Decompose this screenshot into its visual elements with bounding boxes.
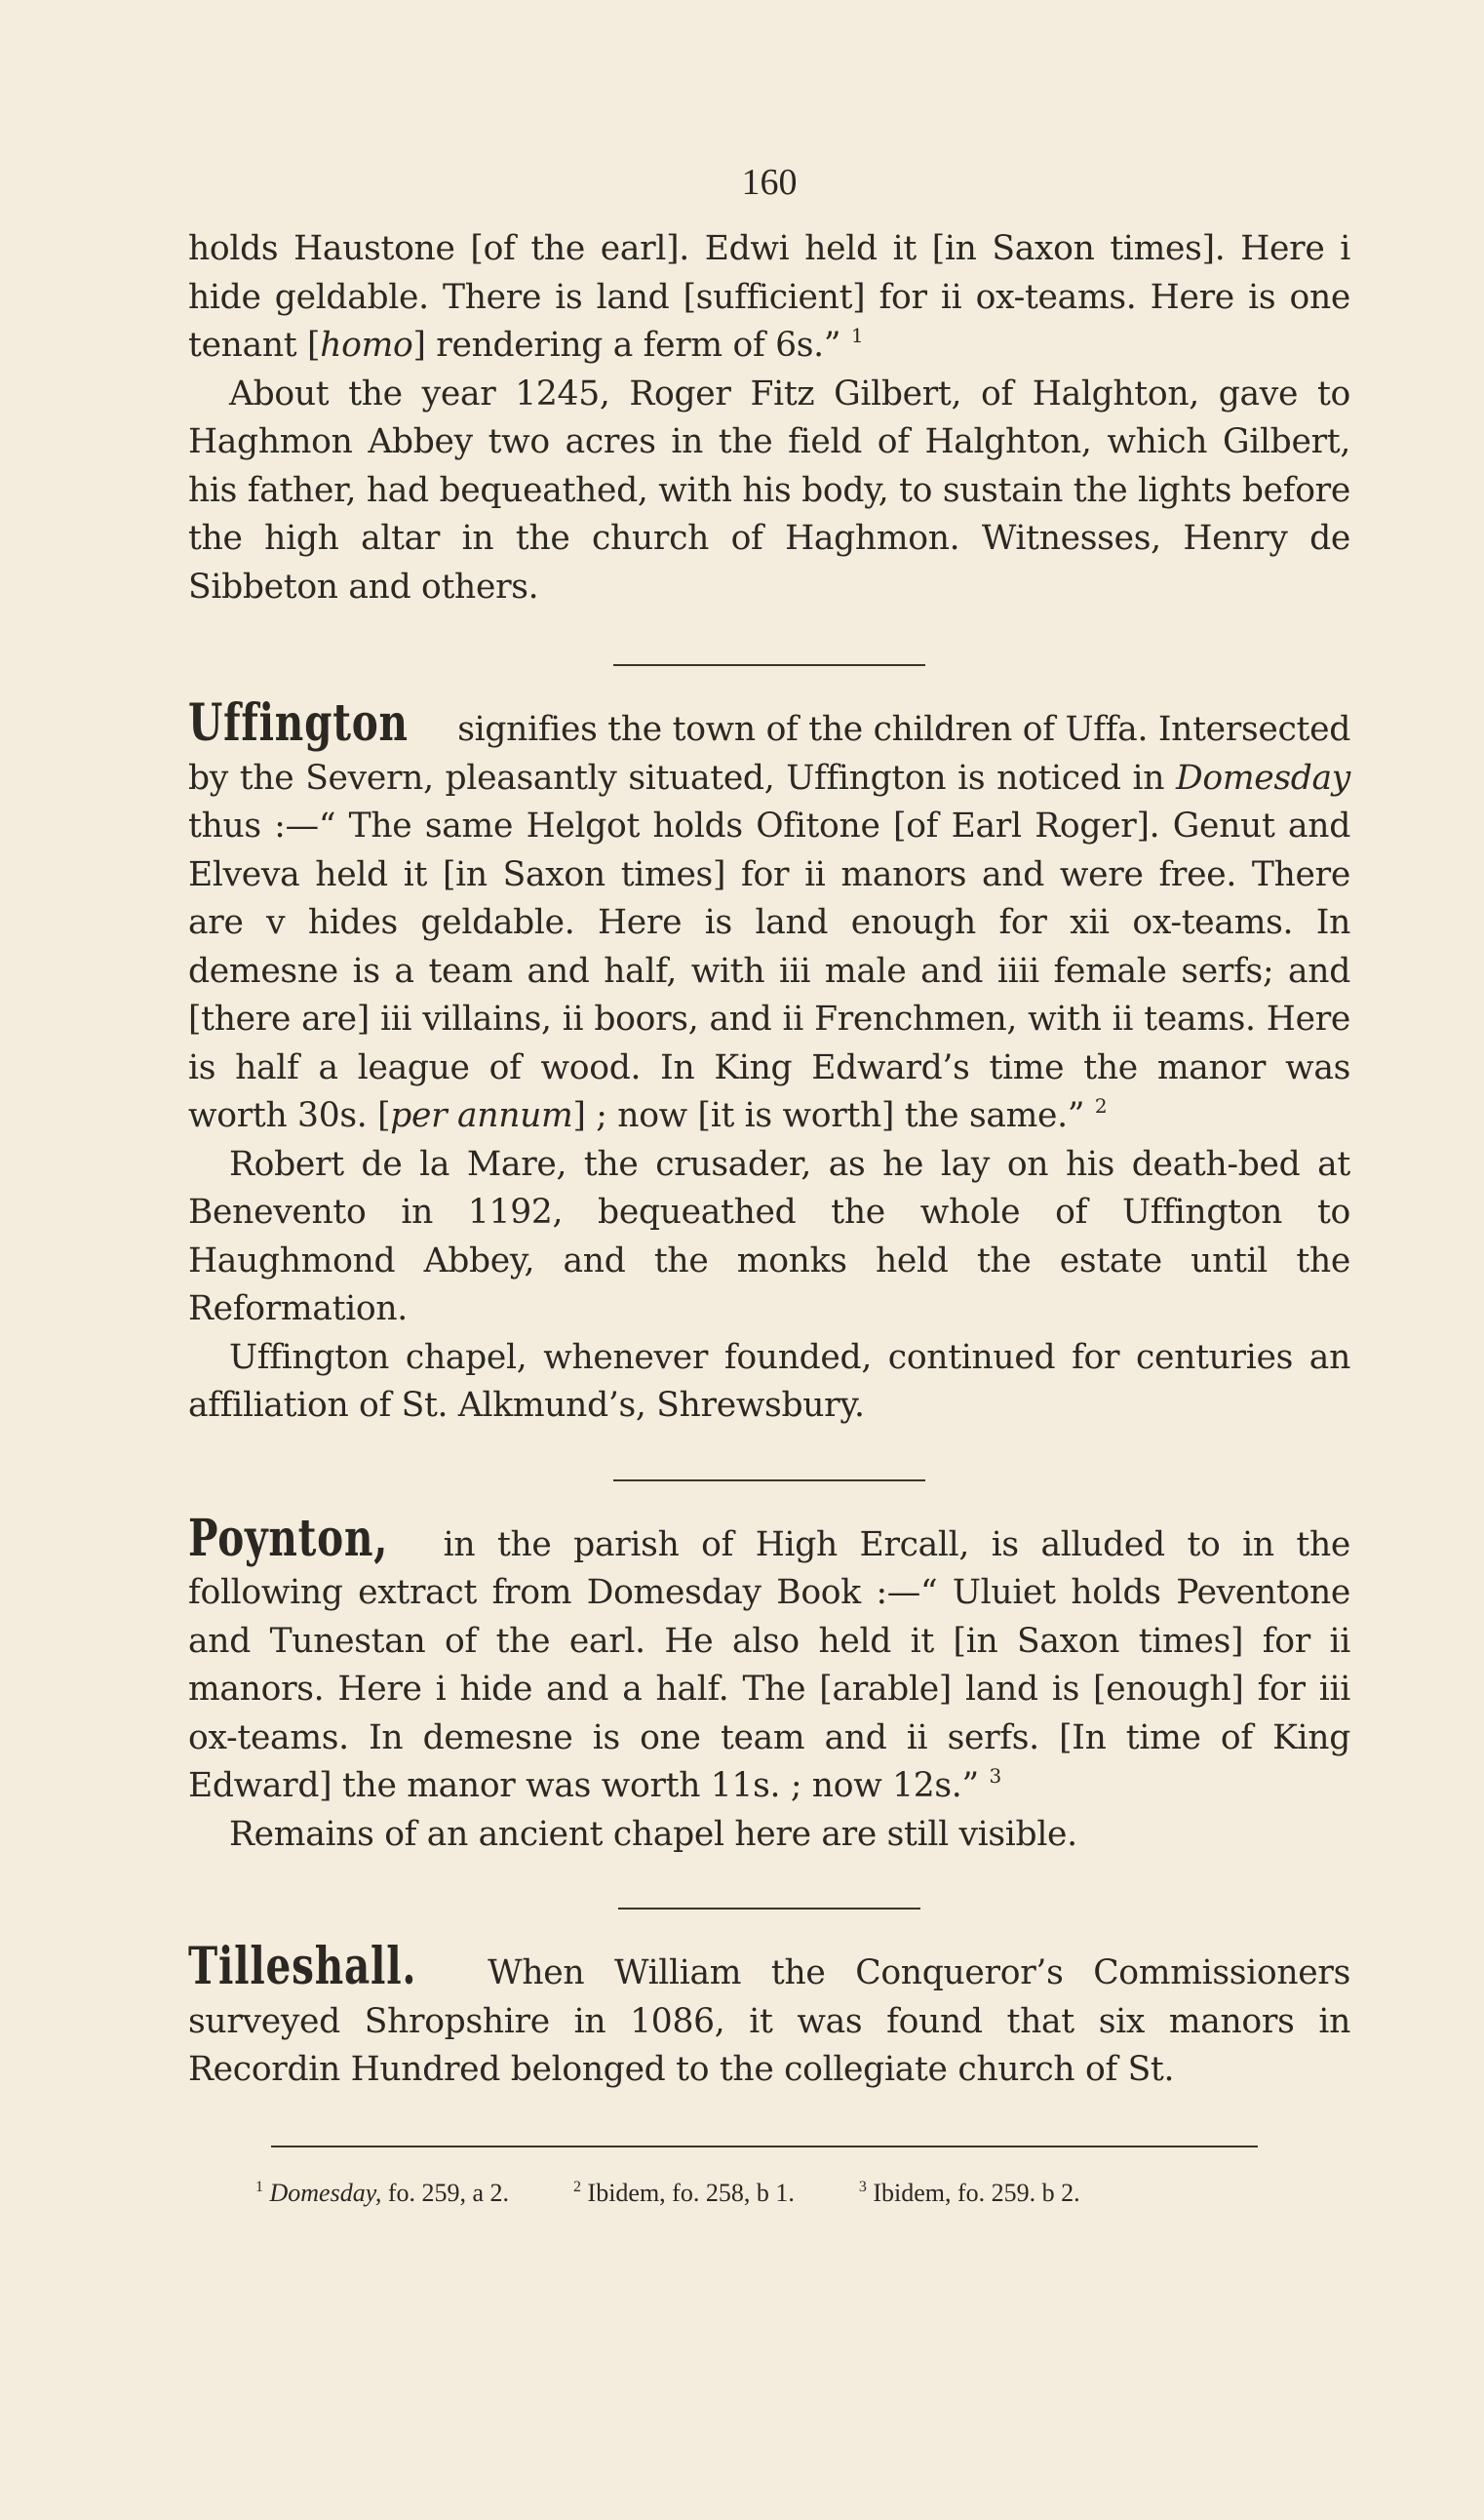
paragraph-haustone (188, 225, 1350, 371)
italic-homo: homo (320, 326, 413, 365)
section-divider (613, 1479, 925, 1481)
italic-per-annum: per annum (390, 1096, 573, 1135)
text-run: When William the Conqueror’s Commissioners surveyed Shropshire in 1086, it was found that six manors in Recordin Hundred belonged to the collegiate church of St. (188, 1953, 1350, 2089)
footnote-number: 1 (255, 2179, 263, 2195)
footnote-text: Ibidem, fo. 259. b 2. (873, 2179, 1080, 2207)
italic-domesday: Domesday (1175, 758, 1350, 798)
page-number: 160 (741, 162, 798, 203)
paragraph-robert-de-la-mare: Robert de la Mare, the crusader, as he lay on his death-bed at Benevento in 1192, bequeathed the whole of Uffington to Haughmond Abbey, and the monks held the estate until the Reformation. (188, 1144, 1350, 1328)
footnote-rule (271, 2146, 1258, 2147)
section-divider (618, 1908, 920, 1910)
footnote-text: Ibidem, fo. 258, b 1. (587, 2179, 795, 2207)
footnote-2 (573, 2179, 795, 2208)
text-run: in the parish of High Ercall, is alluded to in the following extract from Domesday Book :—“ Uluiet holds Peventone and Tunestan of the earl. He also held it [in Saxon times] for ii manors. Here i hide and a half. The [arable] land is [enough] for iii ox-teams. In demesne is one team and ii serfs. [In time of King Edward] the manor was worth 11s. ; now 12s.” (188, 1524, 1350, 1805)
section-poynton (188, 1508, 1350, 1811)
text-run: thus :—“ The same Helgot holds Ofitone [of Earl Roger]. Genut and Elveva held it [in Saxon times] for ii manors and were free. There are v hides geldable. Here is land enough for xii ox-teams. In demesne is a team and half, with iii male and iiii female serfs; and [there are] iii villains, ii boors, and ii Frenchmen, with ii teams. Here is half a league of wood. In King Edward’s time the manor was worth 30s. [ (188, 807, 1350, 1135)
heading-uffington: Uffington (188, 693, 409, 753)
paragraph-uffington-chapel: Uffington chapel, whenever founded, continued for centuries an affiliation of St. Alkmund’s, Shrewsbury. (188, 1337, 1350, 1425)
footnote-number: 3 (858, 2179, 867, 2195)
text-run: signifies the town of the children of Uffa. Intersected by the Severn, pleasantly situated, Uffington is noticed in (188, 710, 1350, 798)
page-body (188, 161, 1350, 2095)
text-run: holds Haustone [of the earl]. Edwi held it [in Saxon times]. Here i hide geldable. There is land [sufficient] for ii ox-teams. Here is one tenant [ (188, 229, 1350, 365)
section-divider (613, 664, 925, 666)
section-uffington (188, 693, 1350, 1141)
heading-poynton: Poynton, (188, 1508, 389, 1568)
footnote-italic: Domesday, (269, 2179, 382, 2207)
footnote-ref-1: 1 (850, 324, 864, 347)
text-run: ] rendering a ferm of 6s.” (412, 326, 841, 365)
paragraph-halghton: About the year 1245, Roger Fitz Gilbert, of Halghton, gave to Haghmon Abbey two acres in the field of Halghton, which Gilbert, his father, had bequeathed, with his body, to sustain the lights before the high altar in the church of Haghmon. Witnesses, Henry de Sibbeton and others. (188, 374, 1350, 607)
footnotes (255, 2179, 1328, 2208)
footnote-1 (255, 2179, 509, 2208)
paragraph-poynton-chapel: Remains of an ancient chapel here are still visible. (229, 1814, 1077, 1854)
heading-tilleshall: Tilleshall. (188, 1937, 417, 1996)
section-tilleshall (188, 1937, 1350, 2095)
text-run: ] ; now [it is worth] the same.” (572, 1096, 1085, 1135)
footnote-number: 2 (573, 2179, 582, 2195)
footnote-text: fo. 259, a 2. (381, 2179, 510, 2207)
footnote-3 (859, 2179, 1080, 2208)
footnote-ref-2: 2 (1094, 1094, 1108, 1118)
footnote-ref-3: 3 (989, 1764, 1001, 1788)
